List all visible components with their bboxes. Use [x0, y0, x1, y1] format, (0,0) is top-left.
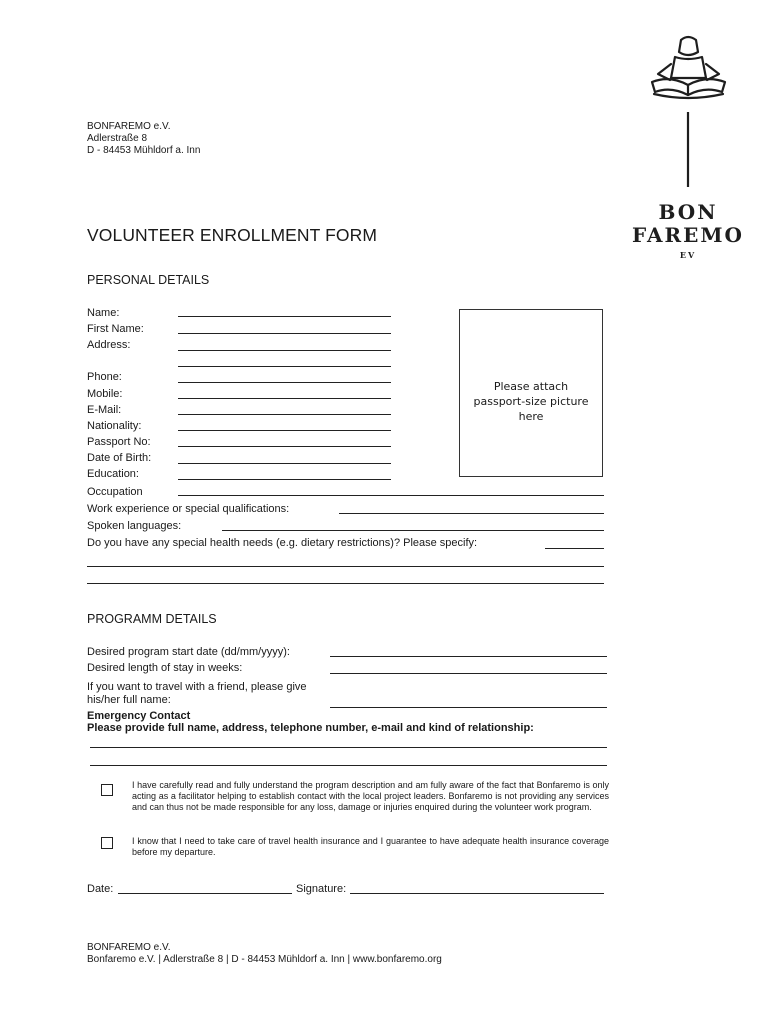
dob-label: Date of Birth: — [87, 452, 152, 464]
mobile-label: Mobile: — [87, 388, 123, 400]
personal-details-heading: PERSONAL DETAILS — [87, 273, 210, 287]
declaration-text-2: I know that I need to take care of travel health insurance and I guarantee to have adequate health insurance coverage before my departure. — [132, 836, 609, 857]
phone-label: Phone: — [87, 371, 122, 383]
declaration-checkbox-1[interactable] — [101, 784, 113, 796]
nationality-label: Nationality: — [87, 420, 142, 432]
health-field-2[interactable] — [87, 566, 604, 567]
name-field[interactable] — [178, 316, 391, 317]
length-field[interactable] — [330, 673, 607, 674]
passport-photo-instruction: Please attach passport-size picture here — [473, 380, 589, 423]
emergency-contact-title: Emergency Contact — [87, 710, 191, 722]
health-label: Do you have any special health needs (e.g. dietary restrictions)? Please specify: — [87, 537, 478, 549]
footer-address: Bonfaremo e.V. | Adlerstraße 8 | D - 84453 Mühldorf a. Inn | www.bonfaremo.org — [87, 954, 442, 965]
footer-org-name: BONFAREMO e.V. — [87, 942, 171, 953]
declaration-checkbox-2[interactable] — [101, 837, 113, 849]
length-label: Desired length of stay in weeks: — [87, 662, 243, 674]
address-field-2[interactable] — [178, 366, 391, 367]
health-field-1[interactable] — [545, 548, 604, 549]
education-field[interactable] — [178, 479, 391, 480]
logo-word-ev: EV — [679, 250, 697, 260]
org-city: D - 84453 Mühldorf a. Inn — [87, 145, 201, 156]
health-field-3[interactable] — [87, 583, 604, 584]
work-experience-field[interactable] — [339, 513, 604, 514]
name-label: Name: — [87, 307, 120, 319]
languages-label: Spoken languages: — [87, 520, 182, 532]
form-title: VOLUNTEER ENROLLMENT FORM — [87, 225, 377, 245]
passport-photo-box — [459, 309, 603, 477]
declaration-text-1: I have carefully read and fully understand the program description and am fully aware of the fact that Bonfaremo is only acting as a facilitator helping to establish contact with the local project leaders. Bonfaremo is not providing any services and can thus not be made responsible for any loss, damage or injuries enquired during the volunteer work program. — [132, 780, 609, 812]
friend-label: If you want to travel with a friend, please give his/her full name: — [87, 681, 307, 706]
emergency-field-2[interactable] — [90, 765, 607, 766]
work-experience-label: Work experience or special qualifications: — [87, 503, 290, 515]
occupation-field[interactable] — [178, 495, 604, 496]
mobile-field[interactable] — [178, 398, 391, 399]
languages-field[interactable] — [222, 530, 604, 531]
logo — [630, 30, 746, 265]
occupation-label: Occupation — [87, 486, 143, 498]
passport-field[interactable] — [178, 446, 391, 447]
org-address — [87, 121, 200, 157]
passport-label: Passport No: — [87, 436, 151, 448]
footer — [87, 942, 442, 966]
address-label: Address: — [87, 339, 131, 351]
signature-field[interactable] — [350, 893, 604, 894]
logo-word-faremo: FAREMO — [632, 223, 744, 247]
first-name-label: First Name: — [87, 323, 144, 335]
start-date-field[interactable] — [330, 656, 607, 657]
logo-word-bon: BON — [658, 200, 718, 224]
programm-details-heading: PROGRAMM DETAILS — [87, 612, 217, 626]
date-label: Date: — [87, 883, 114, 895]
start-date-label: Desired program start date (dd/mm/yyyy): — [87, 646, 290, 658]
email-field[interactable] — [178, 414, 391, 415]
email-label: E-Mail: — [87, 404, 122, 416]
reading-figure-icon — [630, 30, 746, 195]
nationality-field[interactable] — [178, 430, 391, 431]
date-field[interactable] — [118, 893, 292, 894]
org-street: Adlerstraße 8 — [87, 133, 148, 144]
first-name-field[interactable] — [178, 333, 391, 334]
dob-field[interactable] — [178, 463, 391, 464]
friend-field[interactable] — [330, 707, 607, 708]
signature-label: Signature: — [296, 883, 347, 895]
emergency-contact-instruction: Please provide full name, address, telephone number, e-mail and kind of relationship: — [87, 722, 534, 734]
phone-field[interactable] — [178, 382, 391, 383]
education-label: Education: — [87, 468, 139, 480]
emergency-field-1[interactable] — [90, 747, 607, 748]
org-name: BONFAREMO e.V. — [87, 121, 171, 132]
address-field-1[interactable] — [178, 350, 391, 351]
